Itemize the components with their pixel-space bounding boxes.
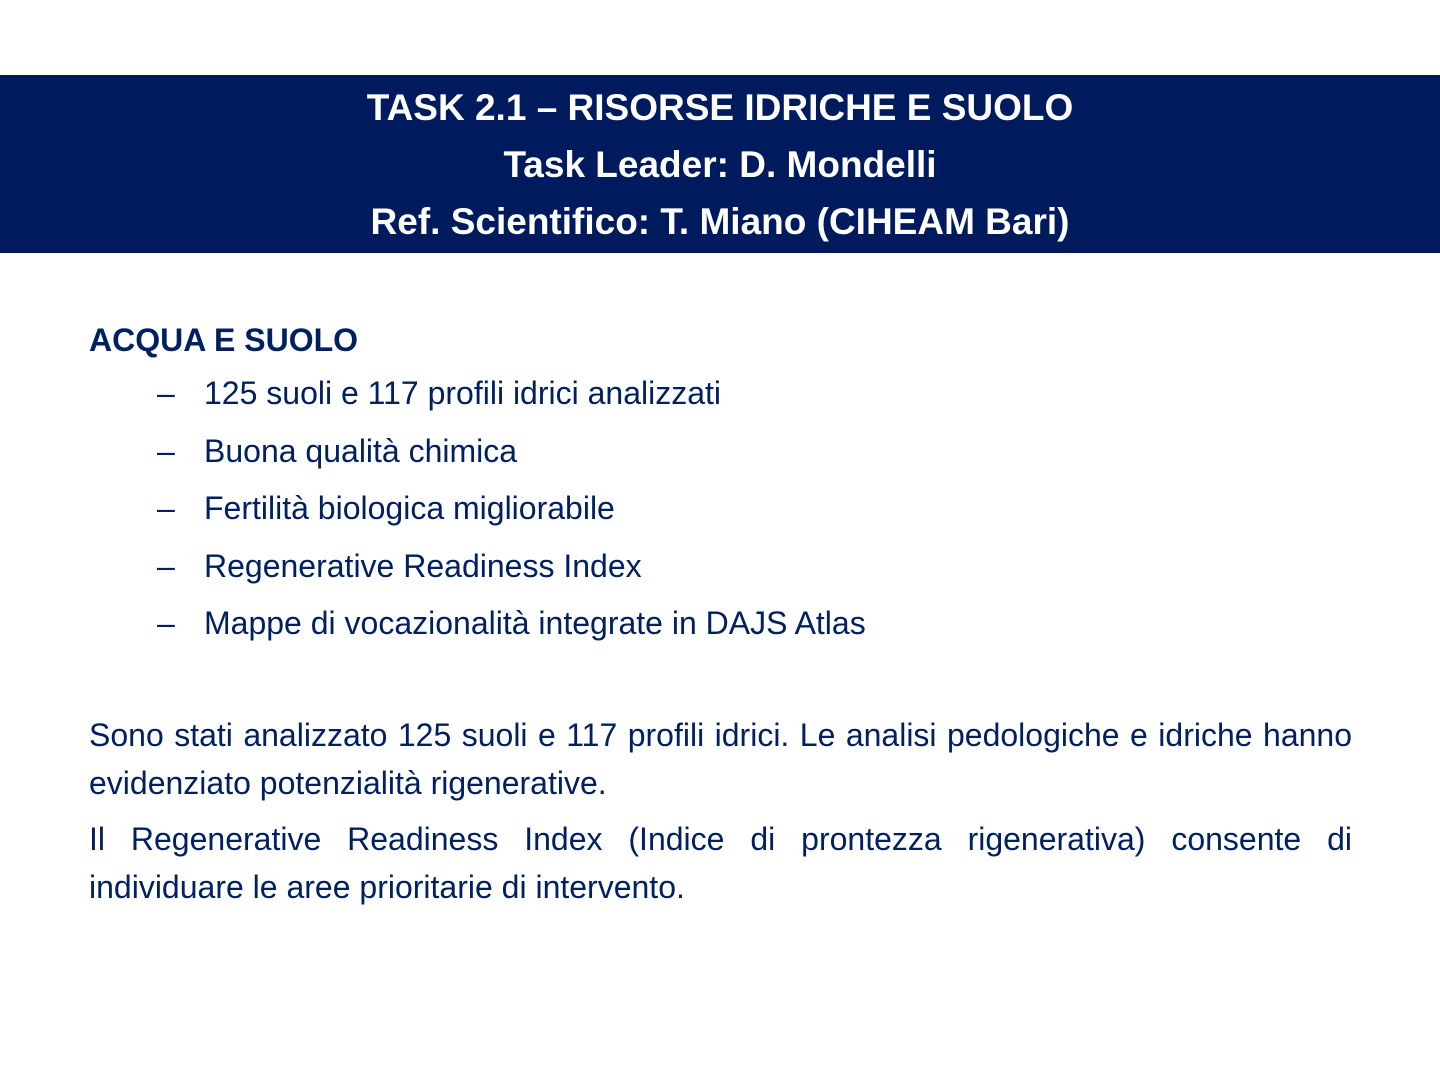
dash-marker: – [157, 605, 175, 641]
bullet-text: Buona qualità chimica [204, 432, 518, 469]
bullet-text: 125 suoli e 117 profili idrici analizzati [204, 375, 722, 411]
summary-paragraph: Sono stati analizzato 125 suoli e 117 profili idrici. Le analisi pedologiche e idriche hanno evidenziato potenzialità rigenerative. [89, 717, 1352, 801]
bullet-item [89, 599, 1352, 647]
bullet-list [89, 369, 1352, 647]
bullet-text: Fertilità biologica migliorabile [204, 490, 615, 526]
bullet-item [89, 542, 1352, 590]
slide-title: TASK 2.1 – RISORSE IDRICHE E SUOLO [366, 86, 1074, 128]
dash-marker: – [157, 375, 175, 411]
dash-marker: – [157, 490, 175, 526]
bullet-item [89, 369, 1352, 417]
task-leader: Task Leader: D. Mondelli [503, 143, 937, 185]
slide-body [89, 316, 1352, 919]
section-title: ACQUA E SUOLO [89, 322, 359, 358]
bullet-text: Mappe di vocazionalità integrate in DAJS Atlas [204, 605, 866, 641]
dash-marker: – [157, 547, 175, 584]
index-paragraph: Il Regenerative Readiness Index (Indice di prontezza rigenerativa) consente di individuare le aree prioritarie di intervento. [89, 821, 1352, 905]
bullet-text: Regenerative Readiness Index [204, 547, 642, 584]
bullet-item [89, 484, 1352, 532]
summary-paragraphs [89, 711, 1352, 911]
bullet-item [89, 427, 1352, 475]
scientific-reference: Ref. Scientifico: T. Miano (CIHEAM Bari) [370, 200, 1070, 242]
dash-marker: – [157, 432, 175, 469]
slide-header [0, 75, 1440, 253]
